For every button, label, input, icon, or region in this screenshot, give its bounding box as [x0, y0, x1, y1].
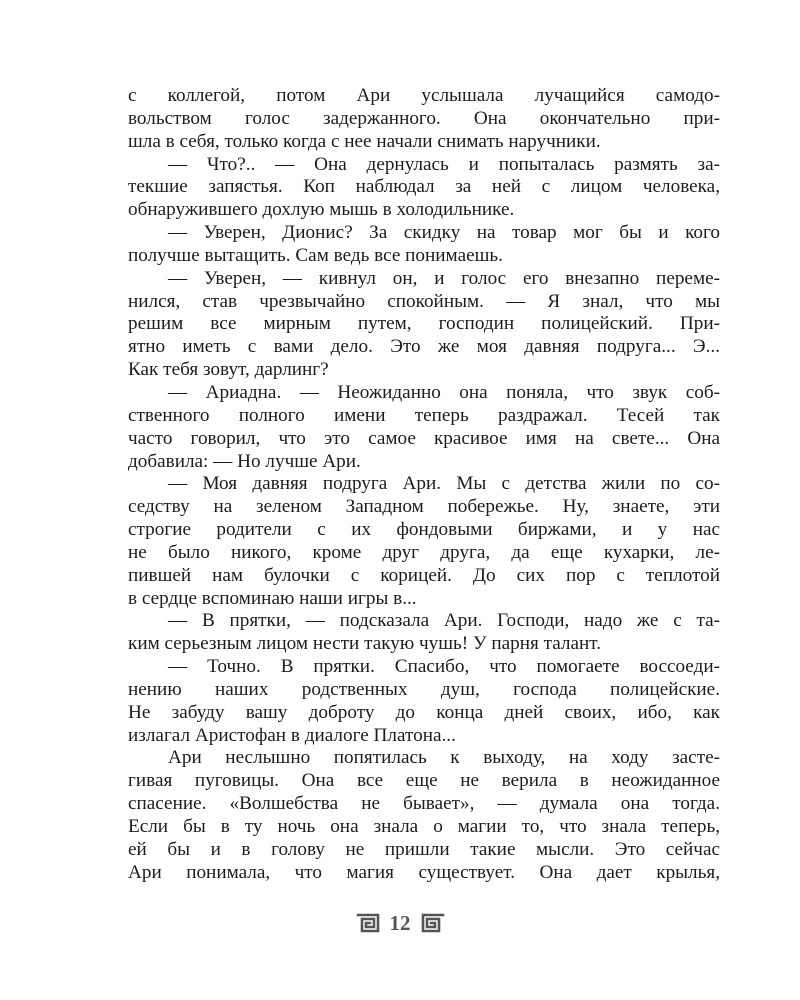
text-line: нился, став чрезвычайно спокойным. — Я знал, что мы — [128, 290, 720, 312]
text-line: седству на зеленом Западном побережье. Ну, знаете, эти — [128, 496, 720, 518]
text-line: излагал Аристофан в диалоге Платона... — [128, 724, 456, 746]
text-line: гивая пуговицы. Она все еще не верила в неожиданное — [128, 770, 720, 792]
text-line: шла в себя, только когда с нее начали снимать наручники. — [128, 130, 601, 152]
text-line: ятно иметь с вами дело. Это же моя давняя подруга... Э... — [128, 336, 720, 358]
text-line: — Моя давняя подруга Ари. Мы с детства жили по со- — [168, 473, 720, 495]
text-line: Ари понимала, что магия существует. Она дает крылья, — [128, 861, 720, 883]
text-line: Как тебя зовут, дарлинг? — [128, 359, 329, 381]
text-line: — Ариадна. — Неожиданно она поняла, что звук соб- — [168, 381, 720, 403]
text-line: ким серьезным лицом нести такую чушь! У парня талант. — [128, 633, 601, 655]
text-line: ей бы и в голову не пришли такие мысли. Это сейчас — [128, 838, 720, 860]
body-text — [128, 85, 720, 885]
greek-key-icon — [421, 913, 445, 933]
page-footer — [0, 908, 800, 938]
page-number: 12 — [389, 911, 411, 935]
text-line: получше вытащить. Сам ведь все понимаешь. — [128, 244, 503, 266]
text-line: Не забуду вашу доброту до конца дней своих, ибо, как — [128, 701, 720, 723]
text-line: нению наших родственных душ, господа полицейские. — [128, 678, 720, 700]
text-line: строгие родители с их фондовыми биржами, и у нас — [128, 519, 720, 541]
text-line: — Что?.. — Она дернулась и попыталась размять за- — [168, 153, 720, 175]
text-line: — Точно. В прятки. Спасибо, что помогаете воссоеди- — [168, 656, 720, 678]
text-line: текшие запястья. Коп наблюдал за ней с лицом человека, — [128, 176, 720, 198]
greek-key-icon — [356, 913, 380, 933]
text-line: с коллегой, потом Ари услышала лучащийся самодо- — [128, 85, 720, 106]
text-line: ственного полного имени теперь раздражал. Тесей так — [128, 404, 720, 426]
text-line: добавила: — Но лучше Ари. — [128, 450, 361, 472]
text-line: — Уверен, Дионис? За скидку на товар мог бы и кого — [168, 222, 720, 244]
text-line: решим все мирным путем, господин полицейский. При- — [128, 313, 720, 335]
text-line: Если бы в ту ночь она знала о магии то, что знала теперь, — [128, 816, 720, 837]
text-line: Ари неслышно попятилась к выходу, на ходу застe- — [168, 747, 720, 769]
text-line: не было никого, кроме друг друга, да еще кухарки, ле- — [128, 541, 720, 563]
text-line: — В прятки, — подсказала Ари. Господи, надо же с та- — [168, 610, 720, 632]
text-line: в сердце вспоминаю наши игры в... — [128, 587, 417, 609]
text-line: пившей нам булочки с корицей. До сих пор с теплотой — [128, 564, 720, 586]
text-line: — Уверен, — кивнул он, и голос его внезапно переме- — [168, 267, 720, 289]
text-line: часто говорил, что это самое красивое имя на свете... Она — [128, 427, 720, 449]
text-line: спасение. «Волшебства не бывает», — думала она тогда. — [128, 793, 720, 815]
text-line: вольством голос задержанного. Она окончательно при- — [128, 107, 720, 129]
text-line: обнаружившего дохлую мышь в холодильнике. — [128, 199, 515, 221]
